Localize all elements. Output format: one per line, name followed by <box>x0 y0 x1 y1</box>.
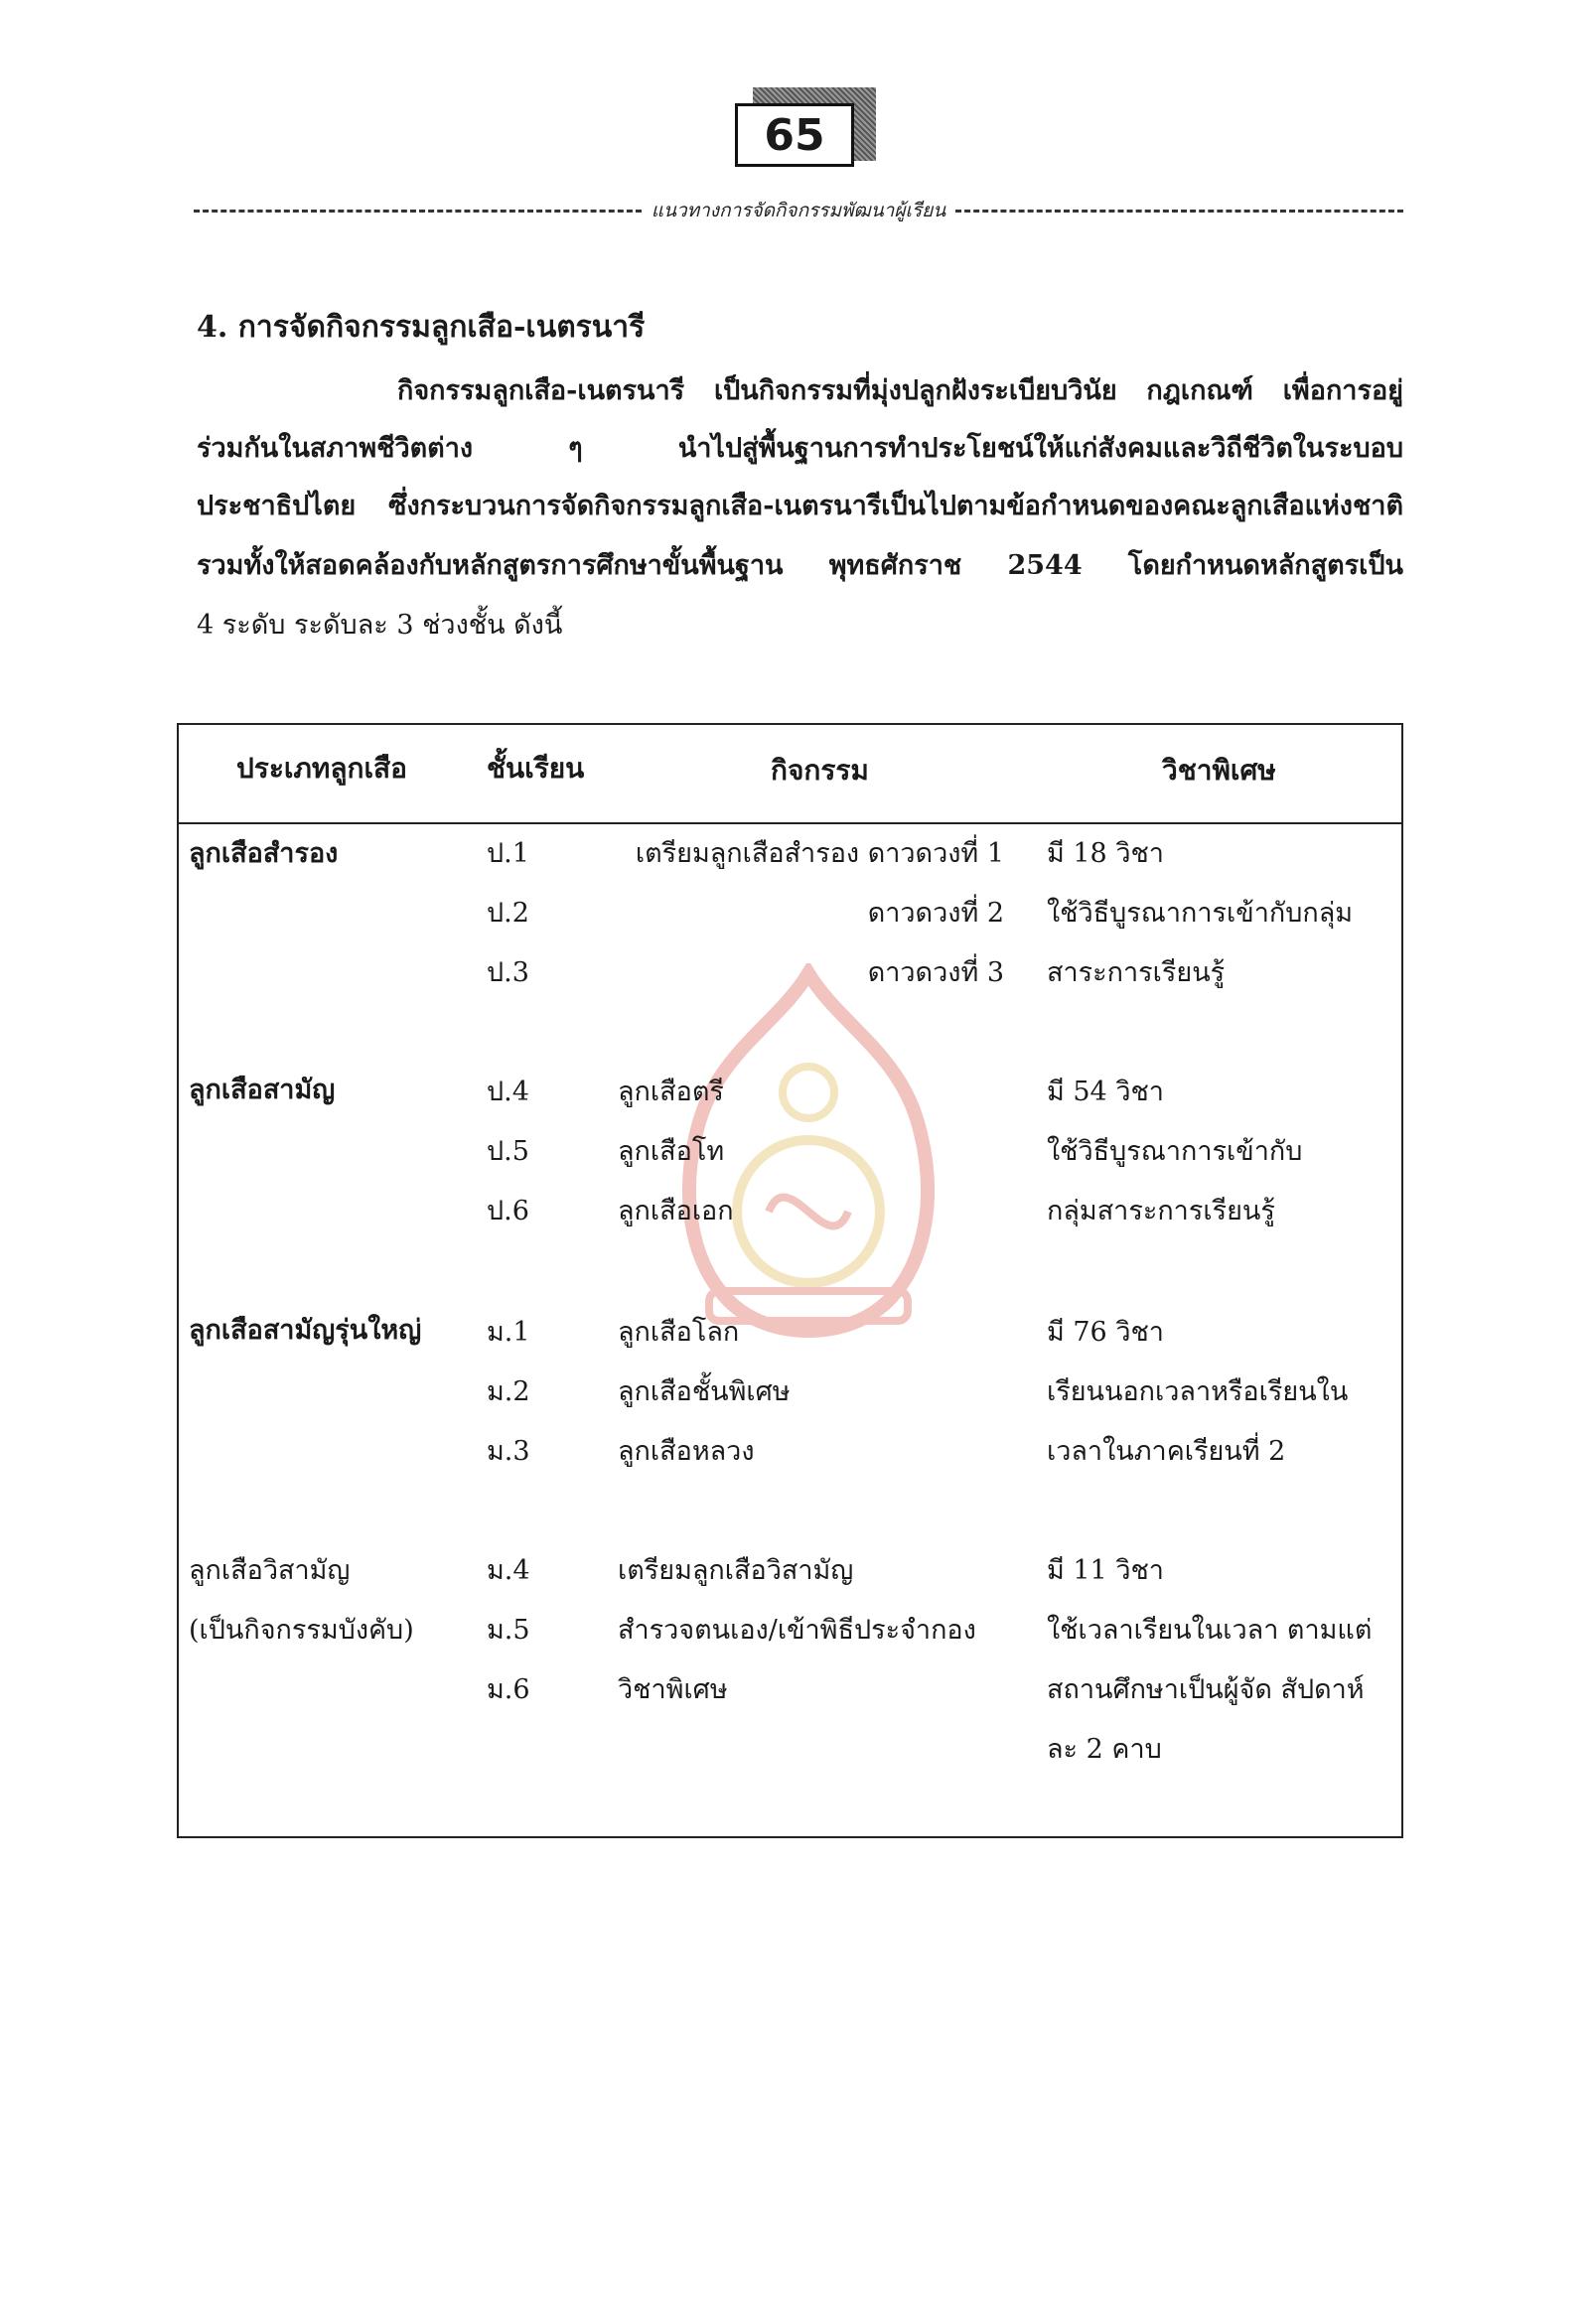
grade: ป.1 <box>487 838 529 869</box>
section-heading: 4. การจัดกิจกรรมลูกเสือ-เนตรนารี <box>197 310 646 345</box>
special-subject: ใช้วิธีบูรณาการเข้ากับกลุ่ม <box>1047 898 1354 929</box>
grade: ม.1 <box>487 1317 530 1348</box>
scout-levels-table <box>177 723 1403 1838</box>
special-subject: สาระการเรียนรู้ <box>1047 957 1226 988</box>
activity: ลูกเสือหลวง <box>618 1436 755 1467</box>
grade: ม.6 <box>487 1674 530 1705</box>
scout-type-note: (เป็นกิจกรรมบังคับ) <box>189 1615 414 1646</box>
header-special-subjects: วิชาพิเศษ <box>1162 754 1276 787</box>
special-subject: เรียนนอกเวลาหรือเรียนใน <box>1047 1376 1349 1407</box>
grade: ป.3 <box>487 957 529 988</box>
activity: ลูกเสือโลก <box>618 1317 740 1348</box>
paragraph-line: 4 ระดับ ระดับละ 3 ช่วงชั้น ดังนี้ <box>197 610 563 641</box>
activity: สำรวจตนเอง/เข้าพิธีประจำกอง <box>618 1615 976 1646</box>
paragraph-line: ประชาธิปไตย ซึ่งกระบวนการจัดกิจกรรมลูกเสือ-เนตรนารีเป็นไปตามข้อกำหนดของคณะลูกเสือแห่งชาติ <box>197 491 1403 521</box>
grade: ม.2 <box>487 1376 530 1407</box>
special-subject: สถานศึกษาเป็นผู้จัด สัปดาห์ <box>1047 1674 1365 1705</box>
grade: ม.3 <box>487 1436 530 1467</box>
activity: ลูกเสือชั้นพิเศษ <box>618 1376 791 1407</box>
special-subject: มี 76 วิชา <box>1047 1317 1164 1348</box>
running-header <box>194 197 1403 224</box>
header-activity: กิจกรรม <box>771 754 869 787</box>
special-subject: มี 18 วิชา <box>1047 838 1164 869</box>
activity: ลูกเสือตรี <box>618 1077 724 1107</box>
activity: ดาวดวงที่ 3 <box>867 957 1004 988</box>
grade: ป.5 <box>487 1136 529 1167</box>
grade: ม.5 <box>487 1615 530 1646</box>
paragraph-line: กิจกรรมลูกเสือ-เนตรนารี เป็นกิจกรรมที่มุ่งปลูกฝังระเบียบวินัย กฎเกณฑ์ เพื่อการอยู่ <box>397 375 1403 406</box>
special-subject: ใช้วิธีบูรณาการเข้ากับ <box>1047 1136 1303 1167</box>
header-rule-left <box>194 210 642 213</box>
grade: ป.4 <box>487 1077 529 1107</box>
scout-type: ลูกเสือวิสามัญ <box>189 1555 351 1586</box>
grade: ป.6 <box>487 1196 529 1226</box>
special-subject: กลุ่มสาระการเรียนรู้ <box>1047 1196 1275 1226</box>
activity: ดาวดวงที่ 2 <box>867 898 1004 929</box>
activity: ลูกเสือเอก <box>618 1196 734 1226</box>
paragraph-line: ร่วมกันในสภาพชีวิตต่าง ๆ นำไปสู่พื้นฐานการทำประโยชน์ให้แก่สังคมและวิถีชีวิตในระบอบ <box>197 433 1403 464</box>
header-scout-type: ประเภทลูกเสือ <box>236 752 407 785</box>
scout-type: ลูกเสือสามัญรุ่นใหญ่ <box>189 1315 422 1346</box>
special-subject: มี 11 วิชา <box>1047 1555 1164 1586</box>
grade: ป.2 <box>487 898 529 929</box>
grade: ม.4 <box>487 1555 530 1586</box>
table-header-rule <box>179 822 1401 824</box>
special-subject: เวลาในภาคเรียนที่ 2 <box>1047 1436 1286 1467</box>
paragraph-line: รวมทั้งให้สอดคล้องกับหลักสูตรการศึกษาขั้นพื้นฐาน พุทธศักราช 2544 โดยกำหนดหลักสูตรเป็น <box>197 550 1403 581</box>
special-subject: ละ 2 คาบ <box>1047 1734 1162 1765</box>
scout-type: ลูกเสือสามัญ <box>189 1075 336 1105</box>
page-number-box <box>735 87 876 177</box>
header-grade: ชั้นเรียน <box>487 752 585 785</box>
running-header-title: แนวทางการจัดกิจกรรมพัฒนาผู้เรียน <box>651 200 946 221</box>
special-subject: ใช้เวลาเรียนในเวลา ตามแต่ <box>1047 1615 1373 1646</box>
activity: วิชาพิเศษ <box>618 1674 728 1705</box>
activity: เตรียมลูกเสือวิสามัญ <box>618 1555 854 1586</box>
header-rule-right <box>955 210 1403 213</box>
activity: เตรียมลูกเสือสำรอง ดาวดวงที่ 1 <box>635 838 1004 869</box>
page-number: 65 <box>735 103 854 167</box>
special-subject: มี 54 วิชา <box>1047 1077 1164 1107</box>
scout-type: ลูกเสือสำรอง <box>189 838 339 869</box>
activity: ลูกเสือโท <box>618 1136 725 1167</box>
